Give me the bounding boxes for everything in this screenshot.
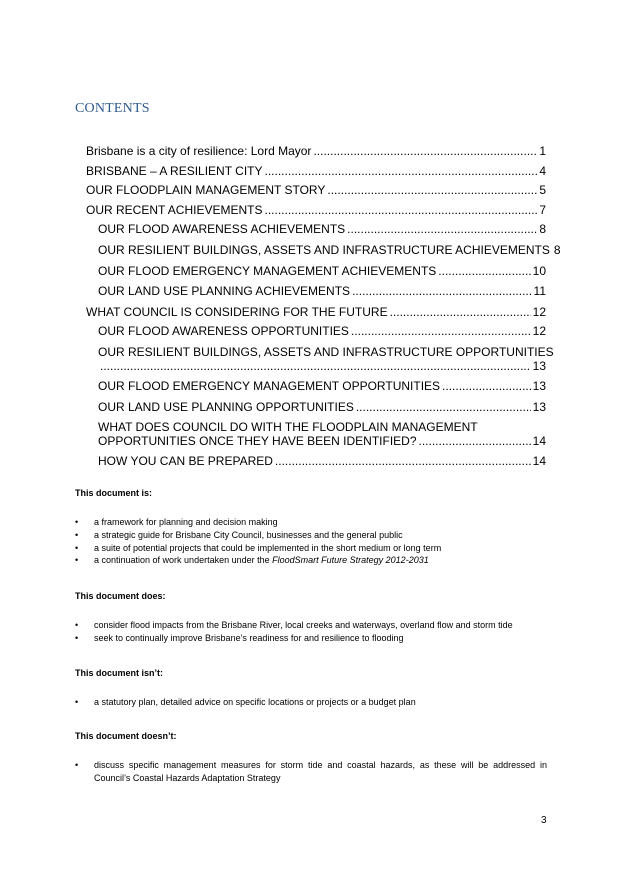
strategy-name: FloodSmart Future Strategy 2012-2031 bbox=[272, 555, 429, 566]
toc-leader bbox=[327, 183, 537, 197]
section-title: This document doesn’t: bbox=[75, 731, 177, 741]
toc-entry-page: 13 bbox=[532, 399, 546, 414]
toc-entry-page: 14 bbox=[532, 434, 546, 449]
list-item: • a framework for planning and decision making bbox=[75, 516, 550, 529]
bullet-list bbox=[75, 759, 547, 785]
toc-entry-page: 14 bbox=[532, 454, 546, 469]
toc-entry-page: 4 bbox=[539, 163, 546, 178]
toc-leader bbox=[347, 222, 537, 236]
toc-leader bbox=[442, 379, 531, 393]
toc-entry-title: Brisbane is a city of resilience: Lord Mayor bbox=[86, 144, 312, 158]
bullet-list bbox=[75, 619, 550, 645]
toc-entry-page: 11 bbox=[533, 284, 546, 299]
table-of-contents bbox=[86, 144, 561, 475]
toc-leader bbox=[356, 400, 531, 414]
toc-entry[interactable] bbox=[86, 222, 546, 236]
toc-entry[interactable] bbox=[86, 264, 546, 278]
toc-entry[interactable] bbox=[86, 324, 546, 338]
list-item: • a strategic guide for Brisbane City Council, businesses and the general public bbox=[75, 529, 550, 542]
toc-entry-title: OUR RECENT ACHIEVEMENTS bbox=[86, 202, 263, 217]
toc-entry-page: 13 bbox=[532, 358, 546, 373]
toc-entry[interactable] bbox=[86, 344, 554, 373]
toc-entry[interactable] bbox=[86, 305, 546, 319]
toc-entry-page: 5 bbox=[539, 183, 546, 198]
toc-entry-title: OUR FLOOD EMERGENCY MANAGEMENT OPPORTUNITIES bbox=[98, 378, 441, 393]
toc-entry[interactable] bbox=[86, 400, 546, 414]
toc-entry[interactable] bbox=[86, 420, 546, 448]
toc-entry-page: 12 bbox=[532, 324, 546, 339]
toc-leader bbox=[275, 454, 531, 468]
section-title: This document is: bbox=[75, 488, 153, 498]
page-number: 3 bbox=[541, 815, 547, 826]
toc-entry[interactable] bbox=[86, 379, 546, 393]
bullet-list bbox=[75, 696, 550, 709]
section-document-doesnt bbox=[75, 731, 547, 785]
toc-entry-title: WHAT COUNCIL IS CONSIDERING FOR THE FUTURE bbox=[86, 304, 388, 319]
toc-entry-title: OUR FLOOD EMERGENCY MANAGEMENT ACHIEVEMENTS bbox=[98, 263, 437, 278]
toc-entry[interactable] bbox=[86, 183, 546, 197]
toc-entry-title-line2: OPPORTUNITIES ONCE THEY HAVE BEEN IDENTIFIED? bbox=[98, 434, 417, 449]
toc-leader bbox=[438, 264, 530, 278]
toc-entry-page: 12 bbox=[532, 304, 546, 319]
toc-entry-page: 8 bbox=[553, 242, 561, 257]
toc-entry-page: 7 bbox=[539, 202, 546, 217]
toc-leader bbox=[351, 324, 531, 338]
toc-leader bbox=[265, 164, 538, 178]
toc-leader bbox=[390, 305, 531, 319]
toc-entry-page: 13 bbox=[532, 378, 546, 393]
toc-entry-title: OUR RESILIENT BUILDINGS, ASSETS AND INFRASTRUCTURE ACHIEVEMENTS bbox=[98, 242, 550, 257]
toc-entry[interactable] bbox=[86, 242, 561, 257]
toc-entry-title: HOW YOU CAN BE PREPARED bbox=[98, 454, 273, 469]
section-title: This document does: bbox=[75, 591, 166, 601]
list-item bbox=[75, 554, 550, 567]
toc-entry-title: OUR FLOOD AWARENESS ACHIEVEMENTS bbox=[98, 222, 346, 237]
toc-entry[interactable] bbox=[86, 203, 546, 217]
list-item: • consider flood impacts from the Brisbane River, local creeks and waterways, overland flow and storm tide bbox=[75, 619, 550, 632]
contents-heading: CONTENTS bbox=[75, 101, 150, 116]
section-document-is bbox=[75, 488, 550, 567]
list-item: • discuss specific management measures for storm tide and coastal hazards, as these will be addressed in Council’s Coastal Hazards Adaptation Strategy bbox=[75, 759, 547, 785]
section-document-does bbox=[75, 591, 550, 645]
bullet-list bbox=[75, 516, 550, 567]
toc-entry-page: 8 bbox=[539, 222, 546, 237]
toc-leader bbox=[352, 284, 531, 298]
toc-entry-title: OUR LAND USE PLANNING ACHIEVEMENTS bbox=[98, 284, 351, 299]
list-item: • a suite of potential projects that could be implemented in the short medium or long term bbox=[75, 542, 550, 555]
toc-entry[interactable] bbox=[86, 454, 546, 468]
toc-entry-page: 1 bbox=[539, 144, 546, 158]
toc-entry-page: 10 bbox=[532, 263, 546, 278]
toc-leader bbox=[100, 359, 531, 373]
toc-entry-title-line1: WHAT DOES COUNCIL DO WITH THE FLOODPLAIN MANAGEMENT bbox=[98, 420, 478, 435]
toc-entry[interactable] bbox=[86, 164, 546, 178]
toc-entry[interactable] bbox=[86, 144, 546, 158]
list-item: • a statutory plan, detailed advice on specific locations or projects or a budget plan bbox=[75, 696, 550, 709]
toc-entry-title: OUR LAND USE PLANNING OPPORTUNITIES bbox=[98, 399, 354, 414]
section-document-isnt bbox=[75, 668, 550, 709]
toc-leader bbox=[264, 203, 537, 217]
list-item: • seek to continually improve Brisbane’s readiness for and resilience to flooding bbox=[75, 632, 550, 645]
toc-entry[interactable] bbox=[86, 284, 546, 298]
toc-entry-title: BRISBANE – A RESILIENT CITY bbox=[86, 163, 263, 178]
toc-entry-title: OUR FLOODPLAIN MANAGEMENT STORY bbox=[86, 183, 326, 198]
toc-entry-title: OUR RESILIENT BUILDINGS, ASSETS AND INFRASTRUCTURE OPPORTUNITIES bbox=[98, 344, 554, 359]
toc-leader bbox=[313, 144, 537, 158]
list-item-text: a continuation of work undertaken under the bbox=[94, 555, 273, 566]
section-title: This document isn’t: bbox=[75, 668, 164, 678]
toc-entry-title: OUR FLOOD AWARENESS OPPORTUNITIES bbox=[98, 324, 349, 339]
toc-leader bbox=[419, 434, 531, 448]
